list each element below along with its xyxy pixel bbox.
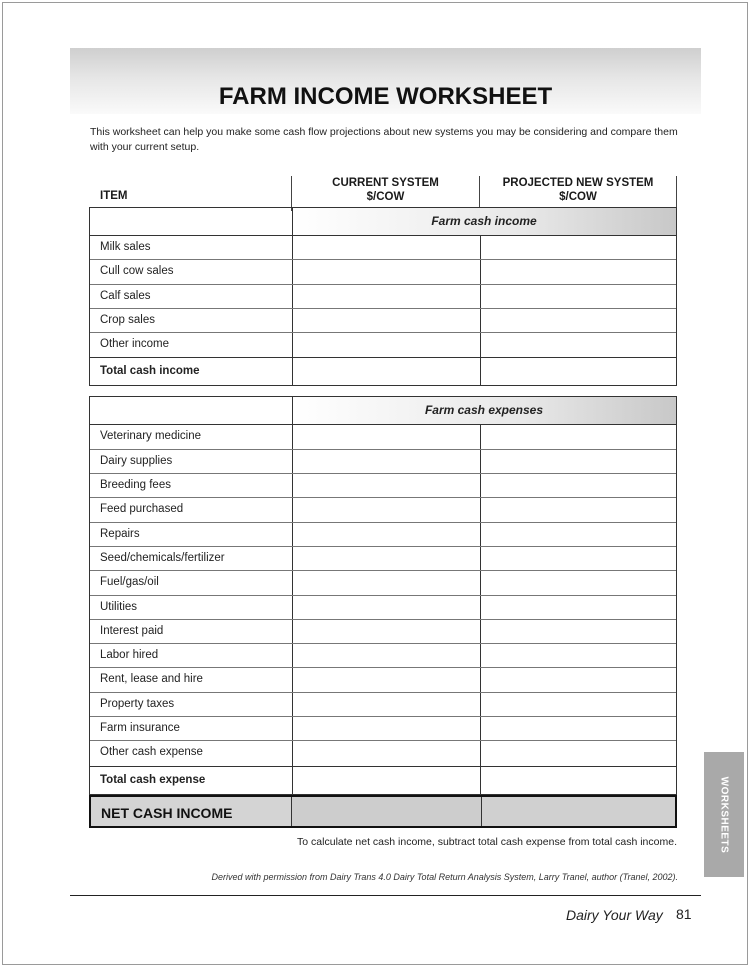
page-number: 81 — [676, 906, 692, 922]
expense-rows — [90, 425, 676, 765]
expense-item-label: Veterinary medicine — [100, 430, 201, 443]
expense-item-projected-cell[interactable] — [480, 644, 676, 667]
expense-item-current-cell[interactable] — [292, 498, 480, 521]
expense-item-current-cell[interactable] — [292, 474, 480, 497]
income-item-label: Calf sales — [100, 289, 151, 302]
income-heading: Farm cash income — [431, 214, 537, 228]
expense-item-row — [90, 717, 676, 741]
expense-item-label: Interest paid — [100, 624, 164, 637]
total-expense-row — [90, 766, 676, 794]
income-item-current-cell[interactable] — [292, 260, 480, 283]
income-item-projected-cell[interactable] — [480, 333, 676, 357]
expense-item-row — [90, 547, 676, 571]
expense-item-label: Utilities — [100, 600, 138, 613]
expense-item-projected-cell[interactable] — [480, 547, 676, 570]
income-item-label: Milk sales — [100, 241, 151, 253]
expense-item-projected-cell[interactable] — [480, 450, 676, 473]
income-item-row — [90, 285, 676, 309]
total-expense-label: Total cash expense — [100, 773, 206, 786]
worksheet-table — [89, 172, 677, 795]
expense-item-label: Seed/chemicals/fertilizer — [100, 551, 225, 564]
expense-item-projected-cell[interactable] — [480, 498, 676, 521]
projected-header-line1: PROJECTED NEW SYSTEM — [502, 177, 654, 189]
current-header-line2: $/COW — [366, 191, 405, 203]
expense-item-current-cell[interactable] — [292, 523, 480, 546]
expense-item-label: Dairy supplies — [100, 454, 173, 467]
expense-item-row — [90, 450, 676, 474]
income-rows — [90, 236, 676, 357]
income-item-projected-cell[interactable] — [480, 285, 676, 308]
expense-item-projected-cell[interactable] — [480, 571, 676, 594]
total-income-row — [90, 357, 676, 385]
page-title: FARM INCOME WORKSHEET — [218, 83, 553, 110]
table-header — [89, 172, 677, 207]
total-income-projected-cell[interactable] — [480, 358, 676, 385]
expense-item-projected-cell[interactable] — [480, 717, 676, 740]
expense-item-label: Repairs — [100, 527, 140, 540]
income-item-projected-cell[interactable] — [480, 309, 676, 332]
expense-item-projected-cell[interactable] — [480, 425, 676, 448]
expense-item-row — [90, 474, 676, 498]
expenses-heading: Farm cash expenses — [424, 403, 544, 418]
expense-item-label: Other cash expense — [100, 746, 203, 759]
income-item-projected-cell[interactable] — [480, 260, 676, 283]
book-title: Dairy Your Way — [566, 907, 663, 923]
net-cash-income-row — [89, 795, 677, 828]
expense-item-current-cell[interactable] — [292, 717, 480, 740]
income-item-current-cell[interactable] — [292, 236, 480, 259]
total-expense-projected-cell[interactable] — [480, 767, 676, 794]
income-item-current-cell[interactable] — [292, 285, 480, 308]
expense-item-projected-cell[interactable] — [480, 596, 676, 619]
expense-item-current-cell[interactable] — [292, 620, 480, 643]
expense-item-current-cell[interactable] — [292, 668, 480, 691]
expense-item-label: Labor hired — [100, 649, 159, 662]
expense-item-row — [90, 741, 676, 765]
expense-item-current-cell[interactable] — [292, 693, 480, 716]
income-item-row — [90, 236, 676, 260]
expense-item-current-cell[interactable] — [292, 571, 480, 594]
expense-item-label: Rent, lease and hire — [100, 673, 203, 686]
net-current-cell[interactable] — [291, 797, 481, 826]
expense-item-row — [90, 498, 676, 522]
expense-item-projected-cell[interactable] — [480, 474, 676, 497]
income-item-projected-cell[interactable] — [480, 236, 676, 259]
total-income-label: Total cash income — [100, 365, 200, 378]
side-tab-label: WORKSHEETS — [718, 776, 730, 853]
expense-item-projected-cell[interactable] — [480, 741, 676, 765]
expense-item-projected-cell[interactable] — [480, 693, 676, 716]
expense-item-row — [90, 620, 676, 644]
current-header-line1: CURRENT SYSTEM — [332, 177, 439, 189]
expenses-section-header — [90, 397, 676, 425]
expense-item-projected-cell[interactable] — [480, 668, 676, 691]
expense-item-label: Fuel/gas/oil — [100, 576, 159, 589]
expense-item-row — [90, 668, 676, 692]
expense-item-projected-cell[interactable] — [480, 620, 676, 643]
calculation-note: To calculate net cash income, subtract total cash expense from total cash income. — [297, 836, 677, 848]
column-header-current — [291, 176, 479, 211]
income-item-label: Other income — [100, 338, 170, 351]
expense-item-projected-cell[interactable] — [480, 523, 676, 546]
expense-item-current-cell[interactable] — [292, 547, 480, 570]
income-item-row — [90, 333, 676, 357]
expense-item-current-cell[interactable] — [292, 596, 480, 619]
income-item-current-cell[interactable] — [292, 333, 480, 357]
expense-item-row — [90, 425, 676, 449]
expense-item-current-cell[interactable] — [292, 450, 480, 473]
expense-item-current-cell[interactable] — [292, 425, 480, 448]
expense-item-row — [90, 571, 676, 595]
footer-rule — [70, 895, 701, 896]
income-item-current-cell[interactable] — [292, 309, 480, 332]
expense-item-current-cell[interactable] — [292, 741, 480, 765]
column-header-projected — [479, 176, 677, 211]
side-tab — [704, 752, 744, 877]
income-item-row — [90, 309, 676, 333]
projected-header-line2: $/COW — [559, 191, 597, 203]
expense-item-row — [90, 644, 676, 668]
income-item-label: Crop sales — [100, 313, 155, 326]
income-item-label: Cull cow sales — [100, 265, 174, 278]
net-cash-income-label: NET CASH INCOME — [101, 805, 233, 821]
expense-item-label: Breeding fees — [100, 479, 171, 492]
expense-item-label: Property taxes — [100, 697, 175, 710]
income-section-header — [90, 208, 676, 236]
income-section — [89, 207, 677, 386]
column-header-item: ITEM — [100, 190, 128, 202]
expense-item-row — [90, 523, 676, 547]
expense-item-row — [90, 596, 676, 620]
income-item-row — [90, 260, 676, 284]
expenses-section — [89, 396, 677, 794]
expense-item-label: Feed purchased — [100, 503, 184, 516]
expense-item-row — [90, 693, 676, 717]
net-projected-cell[interactable] — [481, 797, 675, 826]
expense-item-current-cell[interactable] — [292, 644, 480, 667]
total-expense-current-cell[interactable] — [292, 767, 480, 794]
intro-text: This worksheet can help you make some cash flow projections about new systems you may be considering and compare them with your current setup. — [90, 126, 678, 153]
expense-item-label: Farm insurance — [100, 722, 180, 735]
total-income-current-cell[interactable] — [292, 358, 480, 385]
credit-line: Derived with permission from Dairy Trans 4.0 Dairy Total Return Analysis System, Larry Tranel, author (Tranel, 2002). — [211, 872, 678, 882]
